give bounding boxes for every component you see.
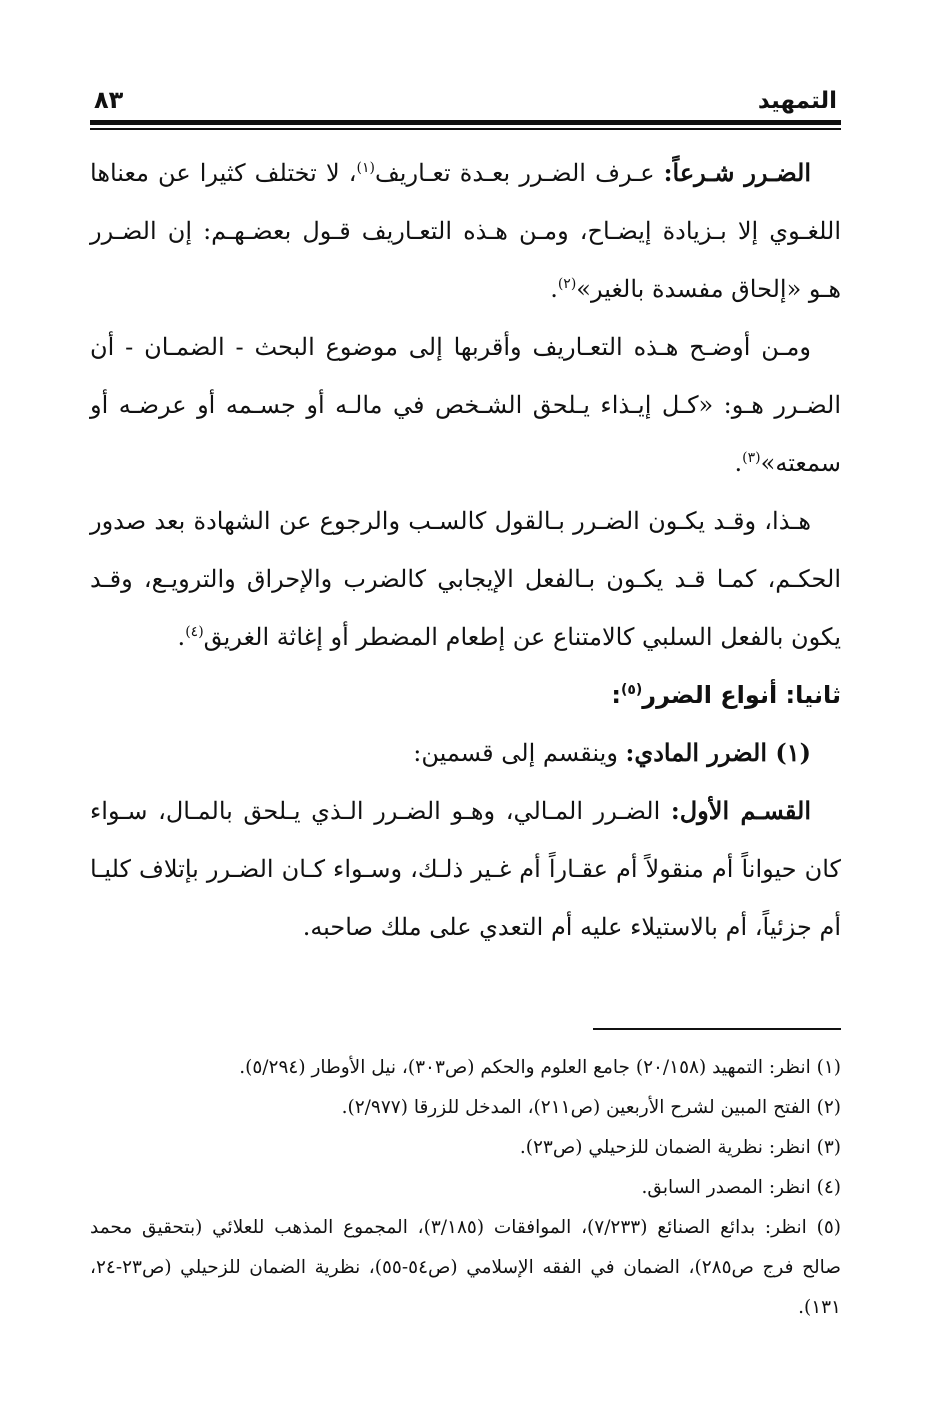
footnote-5: (٥) انظر: بدائع الصنائع (٧/٢٣٣)، الموافقات (٣/١٨٥)، المجموع المذهب للعلائي (بتحقيق محمد صالح فرج ص٢٨٥)، الضمان في الفقه الإسلامي (ص٥٤-٥٥)، نظرية الضمان للزحيلي (ص٢٣-٢٤، ١٣١).	[90, 1217, 841, 1318]
footnotes	[90, 1048, 841, 1328]
footnote-divider	[593, 1028, 841, 1030]
header-rule-thick	[90, 120, 841, 125]
paragraph-text: ومـن أوضـح هـذه التعـاريف وأقربها إلى موضوع البحث - الضمـان - أن الضـرر هـو: «كـل إيـذاء يـلحق الشـخص في مالـه أو جسـمه أو عرضـه أو سمعته»	[90, 333, 841, 477]
page-number: ٨٣	[94, 86, 124, 114]
running-title: التمهيد	[757, 88, 837, 114]
paragraph-material-harm	[90, 724, 841, 782]
paragraph-end: .	[550, 275, 558, 303]
book-page	[90, 78, 841, 1328]
footnote-4: (٤) انظر: المصدر السابق.	[641, 1177, 841, 1198]
footnote-1: (١) انظر: التمهيد (٢٠/١٥٨) جامع العلوم والحكم (ص٣٠٣)، نيل الأوطار (٥/٢٩٤).	[239, 1057, 841, 1078]
footnote-ref-5: (٥)	[620, 682, 643, 698]
section-heading	[90, 666, 841, 724]
subsection-label: (١) الضرر المادي:	[625, 738, 811, 767]
footnote-2: (٢) الفتح المبين لشرح الأربعين (ص٢١١)، المدخل للزرقا (٢/٩٧٧).	[341, 1097, 841, 1118]
footnote-ref-1: (١)	[356, 160, 375, 176]
paragraph-text: عـرف الضـرر بعـدة تعـاريف	[374, 159, 664, 187]
paragraph-forms-of-harm	[90, 492, 841, 666]
paragraph-text: ، لا تختلف كثيرا عن معناها اللغـوي إلا بـزيادة إيضـاح، ومـن هـذه التعـاريف قـول بعضـهـم: إن الضـرر هـو «إلحاق مفسدة بالغير»	[90, 159, 841, 303]
footnote-ref-2: (٢)	[557, 276, 577, 292]
subsection-label: القسـم الأول:	[670, 796, 811, 825]
main-text	[90, 144, 841, 956]
paragraph-text: هـذا، وقـد يكـون الضـرر بـالقول كالسـب والرجوع عن الشهادة بعد صدور الحكـم، كمـا قـد يكـون بـالفعل الإيجابي كالضرب والإحراق والترويـع، وقـد يكون بالفعل السلبي كالامتناع عن إطعام المضطر أو إغاثة الغريق	[90, 507, 841, 651]
term-label: الضـرر شـرعاً:	[663, 158, 811, 187]
paragraph-text: الضـرر المـالي، وهـو الضـرر الـذي يـلحق بالمـال، سـواء كان حيواناً أم منقولاً أم عقـاراً أم غـير ذلـك، وسـواء كـان الضـرر بإتلاف كليـا أم جزئياً، أم بالاستيلاء عليه أم التعدي على ملك صاحبه.	[90, 797, 841, 941]
section-heading-end: :	[611, 681, 621, 709]
footnote-ref-4: (٤)	[185, 624, 204, 640]
footnote-ref-3: (٣)	[742, 450, 761, 466]
paragraph-legal-definition	[90, 144, 841, 318]
header-rule-thin	[90, 128, 841, 130]
footnote-3: (٣) انظر: نظرية الضمان للزحيلي (ص٢٣).	[519, 1137, 841, 1158]
paragraph-financial-harm	[90, 782, 841, 956]
section-heading-text: ثانيا: أنواع الضرر	[642, 681, 841, 709]
paragraph-text: وينقسم إلى قسمين:	[413, 739, 626, 767]
paragraph-clearest-definition	[90, 318, 841, 492]
paragraph-end: .	[734, 449, 743, 477]
page-header	[90, 78, 841, 114]
paragraph-end: .	[177, 623, 186, 651]
